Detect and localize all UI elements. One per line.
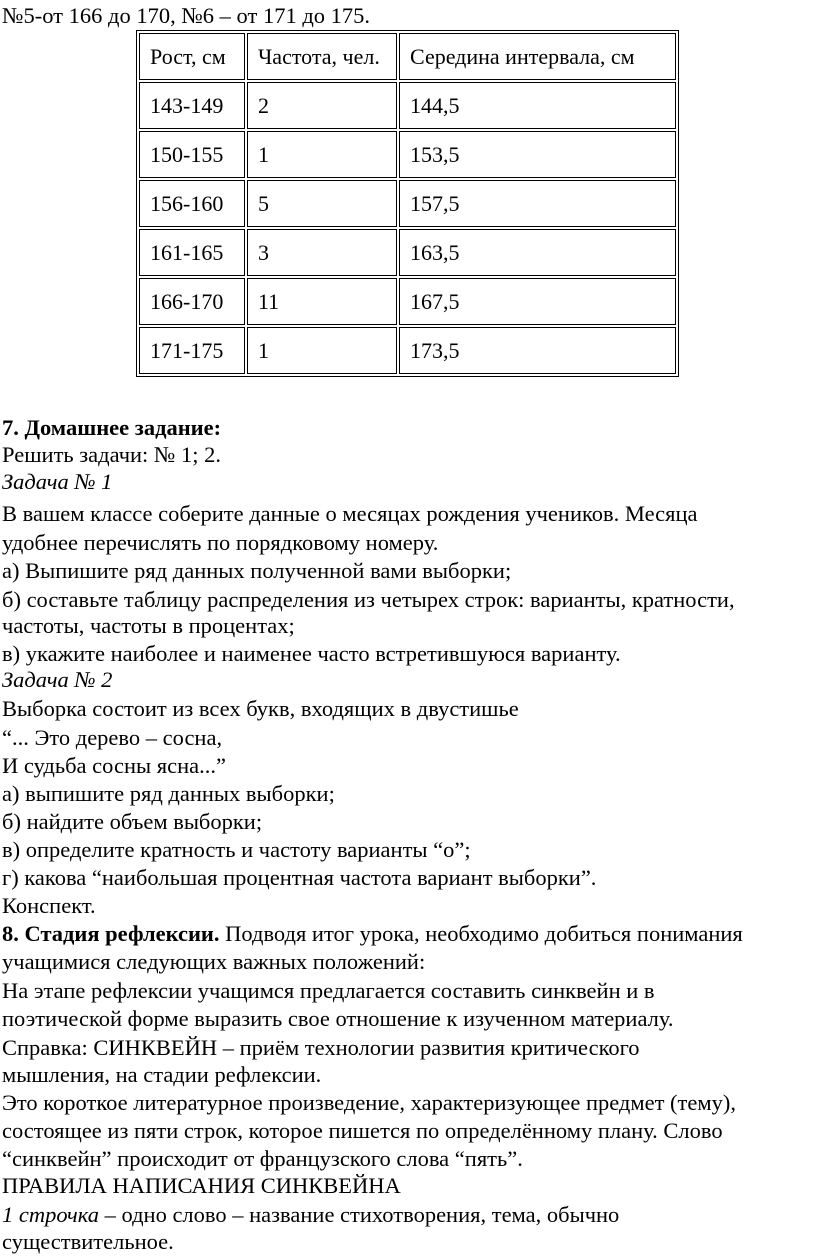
table-cell: 150-155 [139,131,245,178]
table-cell: 156-160 [139,180,245,227]
header-midpoint: Середина интервала, см [399,33,676,80]
reflection-line: поэтической форме выразить свое отношение к изученном материалу. [2,1006,674,1031]
task2-title: Задача № 2 [2,667,113,692]
rule1-continuation: существительное. [2,1229,174,1254]
rule1-line [2,1201,619,1229]
task2-line: “... Это дерево – сосна, [2,725,223,750]
task2-line: И судьба сосны ясна...” [2,753,226,778]
task1-line: б) составьте таблицу распределения из четырех строк: варианты, кратности, [2,587,735,612]
table-cell: 153,5 [399,131,676,178]
table-row [139,229,676,276]
table-cell: 144,5 [399,82,676,129]
task2-line: в) определите кратность и частоту варианты “о”; [2,837,471,862]
reflection-heading-rest: Подводя итог урока, необходимо добиться понимания [219,921,743,946]
table-cell: 166-170 [139,278,245,325]
table-cell: 143-149 [139,82,245,129]
table-row [139,131,676,178]
task2-line: Конспект. [2,893,96,918]
table-row [139,180,676,227]
header-frequency: Частота, чел. [247,33,397,80]
task2-line: б) найдите объем выборки; [2,809,263,834]
reflection-line: состоящее из пяти строк, которое пишется по определённому плану. Слово [2,1118,723,1143]
reflection-line: “синквейн” происходит от французского слова “пять”. [2,1146,523,1171]
table-cell: 5 [247,180,397,227]
table-row [139,82,676,129]
table-cell: 11 [247,278,397,325]
table-cell: 1 [247,131,397,178]
rule1-label: 1 строчка [2,1202,99,1227]
table-cell: 161-165 [139,229,245,276]
table-row [139,327,676,374]
intro-line: №5-от 166 до 170, №6 – от 171 до 175. [2,3,371,28]
header-height: Рост, см [139,33,245,80]
table-header-row [139,33,676,80]
reflection-line: На этапе рефлексии учащимся предлагается составить синквейн и в [2,978,655,1003]
task1-line: В вашем классе соберите данные о месяцах рождения учеников. Месяца [2,501,698,526]
table-cell: 167,5 [399,278,676,325]
homework-heading: 7. Домашнее задание: [2,415,222,440]
task1-line: в) укажите наиболее и наименее часто встретившуюся варианту. [2,641,621,666]
reflection-first-line [2,920,743,948]
task1-title: Задача № 1 [2,469,113,494]
rule1-rest: – одно слово – название стихотворения, тема, обычно [98,1202,620,1227]
table-cell: 171-175 [139,327,245,374]
table-cell: 2 [247,82,397,129]
task2-line: г) какова “наибольшая процентная частота вариант выборки”. [2,865,597,890]
task1-line: частоты, частоты в процентах; [2,613,295,638]
task2-line: а) выпишите ряд данных выборки; [2,781,335,806]
task2-line: Выборка состоит из всех букв, входящих в двустишье [2,696,519,721]
table-row [139,278,676,325]
table-cell: 3 [247,229,397,276]
homework-solve-line: Решить задачи: № 1; 2. [2,442,222,467]
task1-line: удобнее перечислять по порядковому номеру. [2,530,439,555]
reflection-line: Справка: СИНКВЕЙН – приём технологии развития критического [2,1035,640,1060]
reflection-line: мышления, на стадии рефлексии. [2,1062,322,1087]
table-cell: 163,5 [399,229,676,276]
reflection-line: учащимися следующих важных положений: [2,949,426,974]
reflection-heading: 8. Стадия рефлексии. [2,921,220,946]
task1-line: а) Выпишите ряд данных полученной вами выборки; [2,558,512,583]
rules-heading: ПРАВИЛА НАПИСАНИЯ СИНКВЕЙНА [2,1173,401,1198]
table-cell: 157,5 [399,180,676,227]
reflection-line: Это короткое литературное произведение, характеризующее предмет (тему), [2,1090,736,1115]
table-cell: 173,5 [399,327,676,374]
table-cell: 1 [247,327,397,374]
frequency-table [136,30,679,377]
